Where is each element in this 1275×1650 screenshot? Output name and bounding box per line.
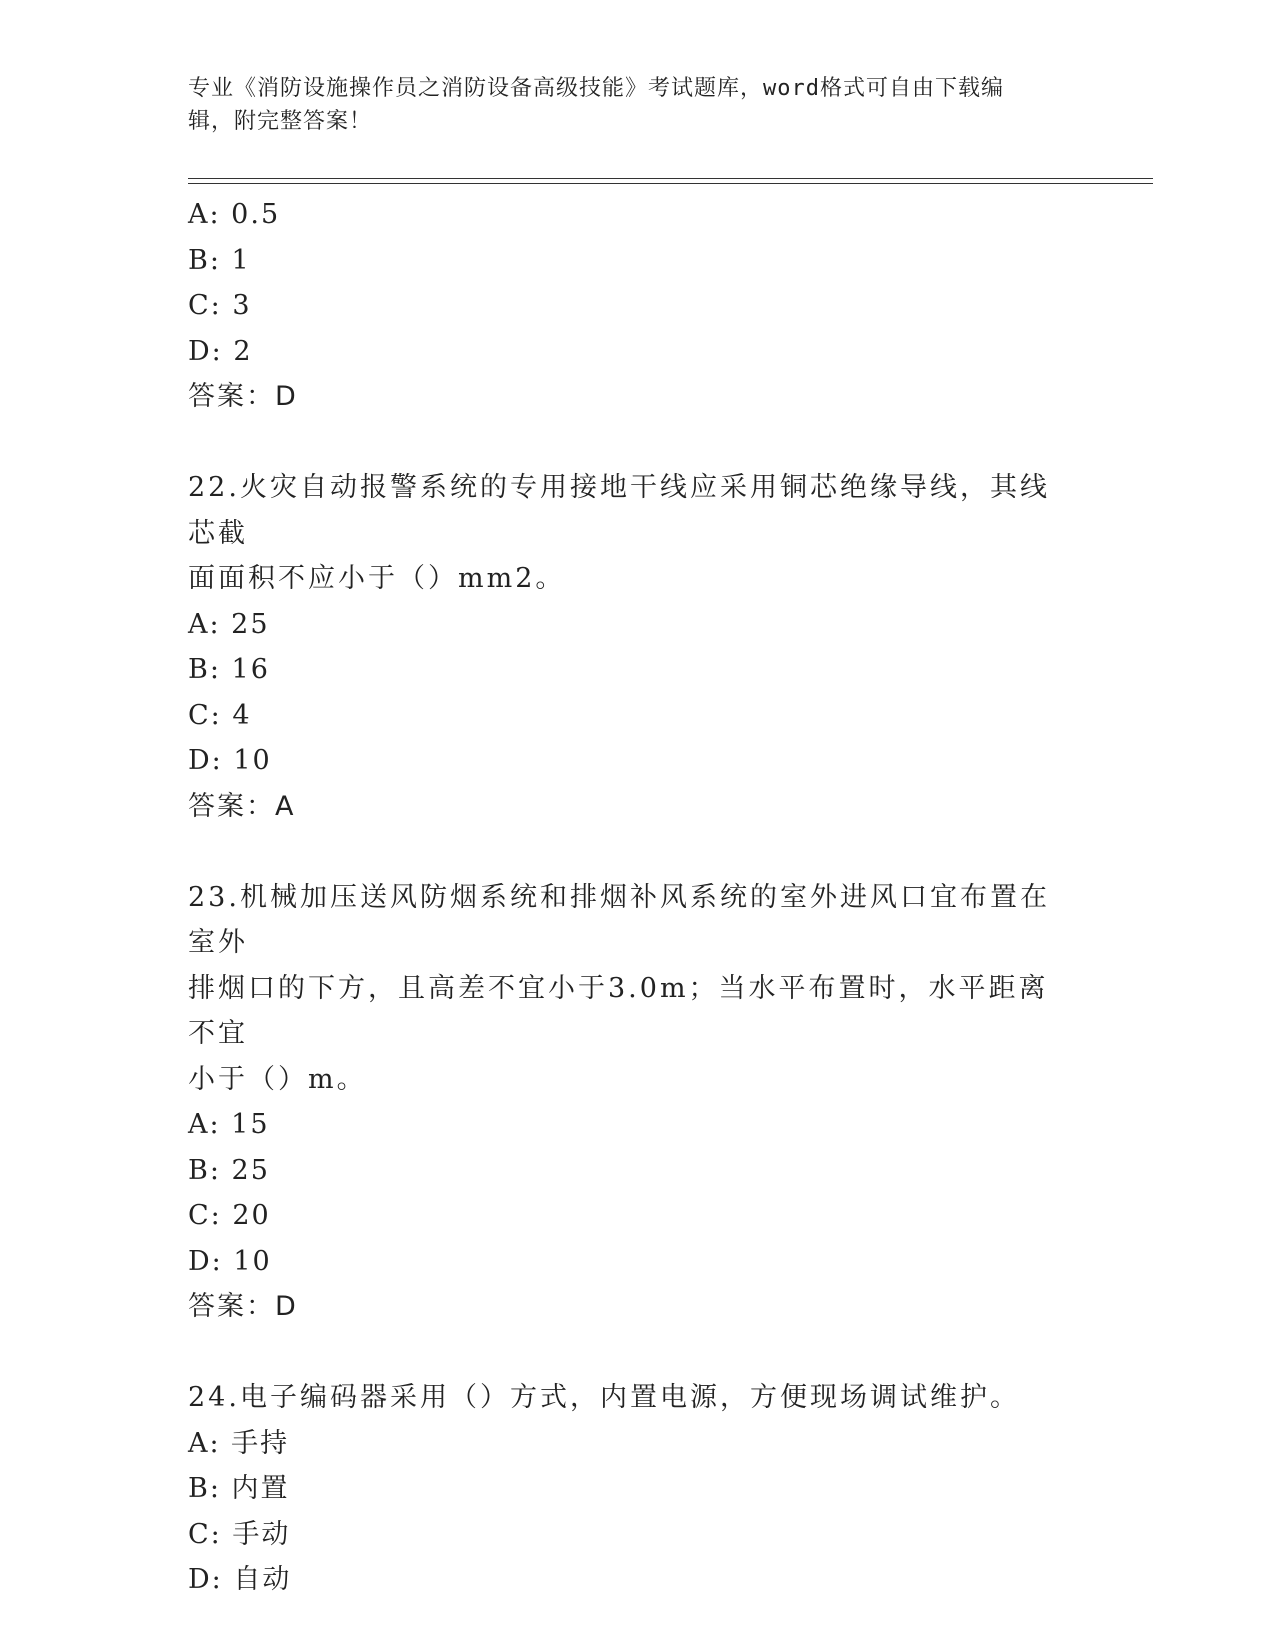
question-24 xyxy=(188,1375,1088,1603)
spacer xyxy=(188,420,1088,466)
question-list xyxy=(188,192,1088,1603)
question-text-line: 23.机械加压送风防烟系统和排烟补风系统的室外进风口宜布置在室外 xyxy=(188,881,1050,958)
option-b: B: 25 xyxy=(188,1154,270,1186)
answer-line: 答案：D xyxy=(188,1291,298,1322)
question-text-line: 小于（）m。 xyxy=(188,1063,367,1095)
option-b: B: 1 xyxy=(188,244,251,276)
question-text xyxy=(188,875,1068,1103)
spacer xyxy=(188,1330,1088,1376)
question-23 xyxy=(188,875,1088,1330)
option-c: C: 3 xyxy=(188,290,252,321)
option-d: D: 10 xyxy=(188,745,272,776)
question-21 xyxy=(188,192,1088,420)
option-a: A: 15 xyxy=(188,1109,270,1140)
option-b: B: 16 xyxy=(188,654,270,685)
question-text-line: 面面积不应小于（）mm2。 xyxy=(188,563,566,594)
option-c: C: 手动 xyxy=(188,1518,291,1550)
option-c: C: 4 xyxy=(188,699,252,731)
question-text-line: 排烟口的下方，且高差不宜小于3.0m；当水平布置时，水平距离不宜 xyxy=(188,972,1049,1049)
option-c: C: 20 xyxy=(188,1200,271,1231)
document-header xyxy=(188,72,1068,138)
option-d: D: 10 xyxy=(188,1245,272,1277)
answer-line: 答案：D xyxy=(188,381,298,412)
header-divider-bottom xyxy=(188,183,1153,184)
answer-line: 答案：A xyxy=(188,790,296,822)
question-text xyxy=(188,465,1068,602)
question-text-line: 24.电子编码器采用（）方式，内置电源，方便现场调试维护。 xyxy=(188,1382,1020,1413)
option-a: A: 手持 xyxy=(188,1427,290,1459)
header-line-1: 专业《消防设施操作员之消防设备高级技能》考试题库，word格式可自由下载编 xyxy=(188,76,1004,101)
option-d: D: 2 xyxy=(188,335,253,367)
header-line-2: 辑，附完整答案！ xyxy=(188,109,373,134)
question-22 xyxy=(188,465,1088,829)
option-b: B: 内置 xyxy=(188,1473,290,1504)
spacer xyxy=(188,829,1088,875)
option-d: D: 自动 xyxy=(188,1564,292,1595)
question-text xyxy=(188,1375,1068,1421)
option-a: A: 0.5 xyxy=(188,199,281,230)
header-divider-top xyxy=(188,178,1153,179)
option-a: A: 25 xyxy=(188,608,270,640)
question-text-line: 22.火灾自动报警系统的专用接地干线应采用铜芯绝缘导线，其线芯截 xyxy=(188,472,1050,549)
